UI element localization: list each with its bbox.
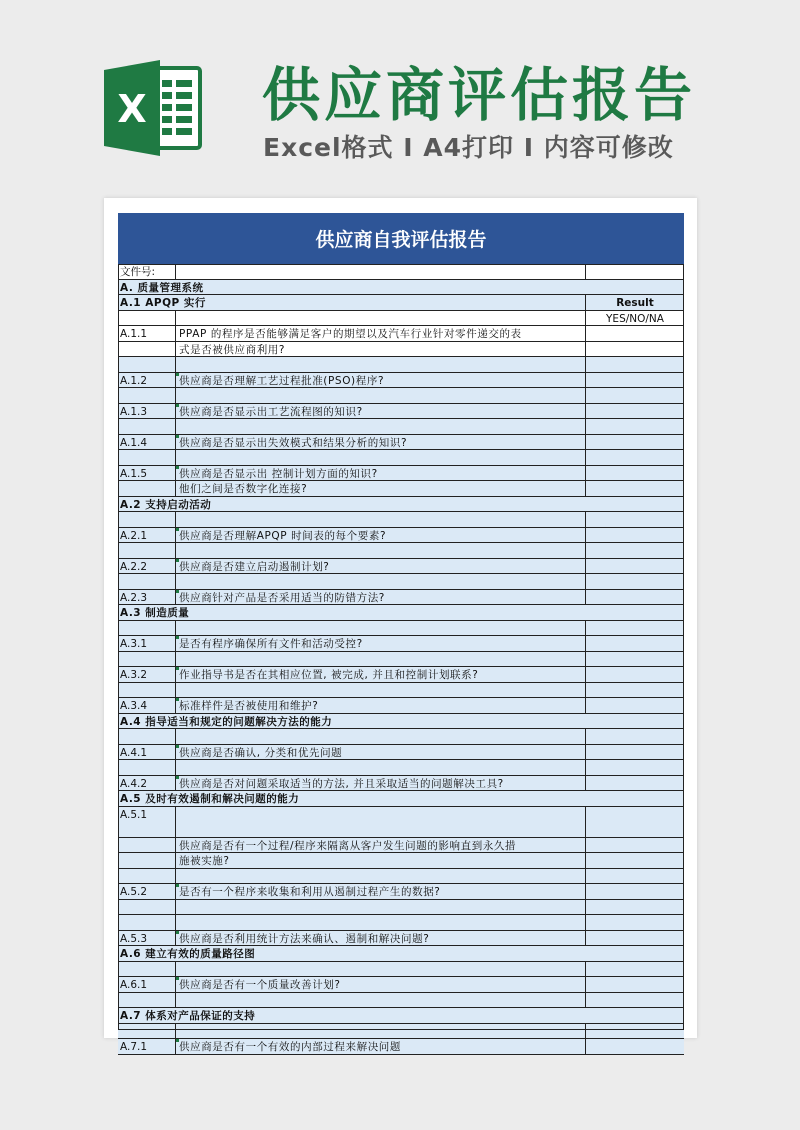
- item-question: [176, 869, 586, 884]
- item-result-cell[interactable]: [586, 962, 684, 977]
- item-result-cell[interactable]: [586, 636, 684, 651]
- item-id: [118, 621, 176, 636]
- item-question: 他们之间是否数字化连接?: [176, 481, 586, 496]
- item-result-cell[interactable]: [586, 1039, 684, 1054]
- table-row: [118, 683, 684, 699]
- item-result-cell[interactable]: [586, 543, 684, 558]
- item-id: A.1.3: [118, 404, 176, 419]
- item-result-cell[interactable]: [586, 667, 684, 682]
- section-title: A.5 及时有效遏制和解决问题的能力: [120, 793, 300, 805]
- item-question: 是否有程序确保所有文件和活动受控?: [176, 636, 586, 651]
- item-result-cell[interactable]: [586, 652, 684, 667]
- table-row: [118, 311, 684, 327]
- item-result-cell[interactable]: [586, 528, 684, 543]
- cell-marker-icon: [176, 528, 179, 531]
- table-row: [118, 1024, 684, 1040]
- item-question: 式是否被供应商利用?: [176, 342, 586, 357]
- item-question: [176, 574, 586, 589]
- item-question: 施被实施?: [176, 853, 586, 868]
- item-question: 供应商针对产品是否采用适当的防错方法?: [176, 590, 586, 605]
- item-question: [176, 807, 586, 837]
- table-row: [118, 512, 684, 528]
- cell-marker-icon: [176, 776, 179, 779]
- table-row: [118, 326, 684, 342]
- cell-marker-icon: [176, 698, 179, 701]
- table-row: [118, 869, 684, 885]
- section-row: [118, 1008, 684, 1024]
- page-subtitle: Excel格式 I A4打印 I 内容可修改: [263, 133, 674, 162]
- cell-marker-icon: [176, 404, 179, 407]
- cell-marker-icon: [176, 745, 179, 748]
- item-question: [176, 993, 586, 1008]
- item-result-cell[interactable]: [586, 435, 684, 450]
- item-question: 作业指导书是否在其相应位置, 被完成, 并且和控制计划联系?: [176, 667, 586, 682]
- section-row: [118, 497, 684, 513]
- item-result-cell[interactable]: [586, 807, 684, 837]
- item-question: [176, 900, 586, 915]
- item-result-cell[interactable]: [586, 698, 684, 713]
- item-result-cell[interactable]: [586, 326, 684, 341]
- item-id: [118, 729, 176, 744]
- section-row: [118, 605, 684, 621]
- item-id: [118, 512, 176, 527]
- item-question: 供应商是否理解工艺过程批准(PSO)程序?: [176, 373, 586, 388]
- cell-marker-icon: [176, 373, 179, 376]
- item-question: 供应商是否有一个过程/程序来隔离从客户发生问题的影响直到永久措: [176, 838, 586, 853]
- item-result-cell[interactable]: [586, 574, 684, 589]
- item-id: A.6.1: [118, 977, 176, 992]
- table-row: [118, 745, 684, 761]
- table-row: [118, 977, 684, 993]
- item-question: [176, 543, 586, 558]
- table-row: [118, 652, 684, 668]
- item-question: 供应商是否显示出工艺流程图的知识?: [176, 404, 586, 419]
- item-id: [118, 683, 176, 698]
- item-result-cell[interactable]: [586, 388, 684, 403]
- item-question: [176, 1024, 586, 1039]
- section-title: A.4 指导适当和规定的问题解决方法的能力: [120, 715, 333, 728]
- table-row: [118, 357, 684, 373]
- section-title: A.6 建立有效的质量路径图: [120, 948, 256, 960]
- item-result-cell[interactable]: YES/NO/NA: [606, 312, 664, 325]
- item-id: [118, 481, 176, 496]
- item-question: [176, 760, 586, 775]
- table-row: [118, 621, 684, 637]
- item-result-cell[interactable]: [586, 450, 684, 465]
- item-result-cell[interactable]: [586, 993, 684, 1008]
- cell-marker-icon: [176, 435, 179, 438]
- table-row: [118, 543, 684, 559]
- item-id: A.1.1: [118, 326, 176, 341]
- item-question: [176, 652, 586, 667]
- doc-number-extra: [586, 264, 684, 279]
- table-row: [118, 993, 684, 1009]
- item-id: A.5.2: [118, 884, 176, 899]
- item-result-cell[interactable]: [586, 373, 684, 388]
- table-row: [118, 373, 684, 389]
- cell-marker-icon: [176, 1039, 179, 1042]
- item-id: [118, 962, 176, 977]
- table-row: [118, 962, 684, 978]
- item-result-cell[interactable]: [586, 404, 684, 419]
- item-id: A.1.2: [118, 373, 176, 388]
- section-row: [118, 946, 684, 962]
- item-question: [176, 388, 586, 403]
- item-question: [176, 311, 586, 326]
- item-question: 标准样件是否被使用和维护?: [176, 698, 586, 713]
- table-row: [118, 807, 684, 838]
- item-result-cell[interactable]: [586, 729, 684, 744]
- item-id: [118, 900, 176, 915]
- item-id: [118, 419, 176, 434]
- item-result-cell[interactable]: [586, 776, 684, 791]
- table-row: [118, 900, 684, 916]
- section-title: A.1 APQP 实行: [118, 295, 586, 310]
- cell-marker-icon: [176, 636, 179, 639]
- item-id: A.5.1: [118, 807, 176, 837]
- item-id: A.2.2: [118, 559, 176, 574]
- cell-marker-icon: [176, 466, 179, 469]
- item-id: [118, 357, 176, 372]
- cell-marker-icon: [176, 884, 179, 887]
- item-id: A.5.3: [118, 931, 176, 946]
- item-question: 供应商是否理解APQP 时间表的每个要素?: [176, 528, 586, 543]
- item-id: A.3.1: [118, 636, 176, 651]
- table-row: [118, 590, 684, 606]
- item-id: A.4.1: [118, 745, 176, 760]
- item-id: [118, 915, 176, 930]
- item-result-cell[interactable]: [586, 838, 684, 853]
- table-row: [118, 667, 684, 683]
- section-row: [118, 714, 684, 730]
- item-id: A.3.2: [118, 667, 176, 682]
- section-row: [118, 791, 684, 807]
- item-result-cell[interactable]: [586, 683, 684, 698]
- item-question: 供应商是否确认, 分类和优先问题: [176, 745, 586, 760]
- item-question: [176, 621, 586, 636]
- table-row: [118, 342, 684, 358]
- cell-marker-icon: [176, 559, 179, 562]
- table-row: [118, 760, 684, 776]
- item-question: [176, 729, 586, 744]
- table-row: [118, 1039, 684, 1055]
- item-question: [176, 915, 586, 930]
- item-id: A.1.5: [118, 466, 176, 481]
- table-row: [118, 481, 684, 497]
- table-row: [118, 388, 684, 404]
- item-id: [118, 342, 176, 357]
- sheet-banner: 供应商自我评估报告: [118, 213, 684, 264]
- item-id: [118, 311, 176, 326]
- item-question: 供应商是否有一个有效的内部过程来解决问题: [176, 1039, 586, 1054]
- table-row: [118, 528, 684, 544]
- item-id: [118, 869, 176, 884]
- item-result-cell[interactable]: [586, 977, 684, 992]
- table-row: [118, 419, 684, 435]
- item-id: [118, 1024, 176, 1039]
- excel-logo-icon: [104, 60, 204, 156]
- item-result-cell[interactable]: [586, 900, 684, 915]
- item-result-cell[interactable]: [586, 466, 684, 481]
- table-row: [118, 404, 684, 420]
- table-row: [118, 559, 684, 575]
- section-title: A.7 体系对产品保证的支持: [120, 1010, 256, 1022]
- section-title: A.2 支持启动活动: [120, 498, 212, 511]
- doc-number-value[interactable]: [176, 264, 586, 279]
- item-id: A.2.3: [118, 590, 176, 605]
- cell-marker-icon: [176, 931, 179, 934]
- item-question: [176, 450, 586, 465]
- item-question: [176, 512, 586, 527]
- item-id: [118, 993, 176, 1008]
- table-row: [118, 838, 684, 854]
- item-question: 供应商是否对问题采取适当的方法, 并且采取适当的问题解决工具?: [176, 776, 586, 791]
- item-result-cell[interactable]: [586, 884, 684, 899]
- item-question: [176, 683, 586, 698]
- item-id: A.2.1: [118, 528, 176, 543]
- cell-marker-icon: [176, 977, 179, 980]
- item-id: [118, 574, 176, 589]
- item-question: 是否有一个程序来收集和利用从遏制过程产生的数据?: [176, 884, 586, 899]
- item-result-cell[interactable]: [586, 512, 684, 527]
- table-row: [118, 729, 684, 745]
- item-result-cell[interactable]: [586, 1024, 684, 1039]
- table-row: [118, 698, 684, 714]
- item-id: A.3.4: [118, 698, 176, 713]
- item-result-cell[interactable]: [586, 590, 684, 605]
- item-result-cell[interactable]: [586, 853, 684, 868]
- table-row: [118, 435, 684, 451]
- item-result-cell[interactable]: [586, 559, 684, 574]
- table-row: [118, 776, 684, 792]
- table-row: [118, 915, 684, 931]
- item-id: [118, 388, 176, 403]
- item-result-cell[interactable]: [586, 419, 684, 434]
- table-row: [118, 466, 684, 482]
- section-title: A. 质量管理系统: [120, 281, 204, 294]
- logo-letter: X: [117, 87, 147, 131]
- item-id: A.1.4: [118, 435, 176, 450]
- page-title: 供应商评估报告: [262, 61, 697, 129]
- item-question: [176, 419, 586, 434]
- item-result-cell[interactable]: [586, 931, 684, 946]
- table-row: [118, 853, 684, 869]
- item-result-cell[interactable]: [586, 481, 684, 496]
- item-question: 供应商是否显示出失效模式和结果分析的知识?: [176, 435, 586, 450]
- item-question: PPAP 的程序是否能够满足客户的期望以及汽车行业针对零件递交的表: [176, 326, 586, 341]
- doc-number-row: [118, 264, 684, 280]
- item-result-cell[interactable]: [586, 869, 684, 884]
- item-id: A.4.2: [118, 776, 176, 791]
- item-result-cell[interactable]: [586, 915, 684, 930]
- item-question: 供应商是否建立启动遏制计划?: [176, 559, 586, 574]
- table-row: [118, 450, 684, 466]
- table-row: [118, 931, 684, 947]
- item-result-cell[interactable]: [586, 342, 684, 357]
- table-row: [118, 574, 684, 590]
- table-row: [118, 636, 684, 652]
- table-row: [118, 884, 684, 900]
- cell-marker-icon: [176, 590, 179, 593]
- section-row: [118, 295, 684, 311]
- doc-number-label: 文件号:: [118, 264, 176, 279]
- item-id: [118, 543, 176, 558]
- item-question: [176, 357, 586, 372]
- item-result-cell[interactable]: [586, 760, 684, 775]
- item-result-cell[interactable]: [586, 621, 684, 636]
- item-id: [118, 838, 176, 853]
- item-result-cell[interactable]: [586, 357, 684, 372]
- item-id: [118, 760, 176, 775]
- item-question: 供应商是否有一个质量改善计划?: [176, 977, 586, 992]
- item-question: 供应商是否显示出 控制计划方面的知识?: [176, 466, 586, 481]
- item-question: [176, 962, 586, 977]
- section-row: [118, 280, 684, 296]
- item-id: A.7.1: [118, 1039, 176, 1054]
- section-title: A.3 制造质量: [120, 607, 190, 619]
- item-id: [118, 853, 176, 868]
- item-question: 供应商是否利用统计方法来确认、遏制和解决问题?: [176, 931, 586, 946]
- assessment-table: [118, 264, 684, 1053]
- item-result-cell[interactable]: [586, 745, 684, 760]
- item-id: [118, 652, 176, 667]
- result-header: Result: [616, 297, 654, 309]
- cell-marker-icon: [176, 667, 179, 670]
- item-id: [118, 450, 176, 465]
